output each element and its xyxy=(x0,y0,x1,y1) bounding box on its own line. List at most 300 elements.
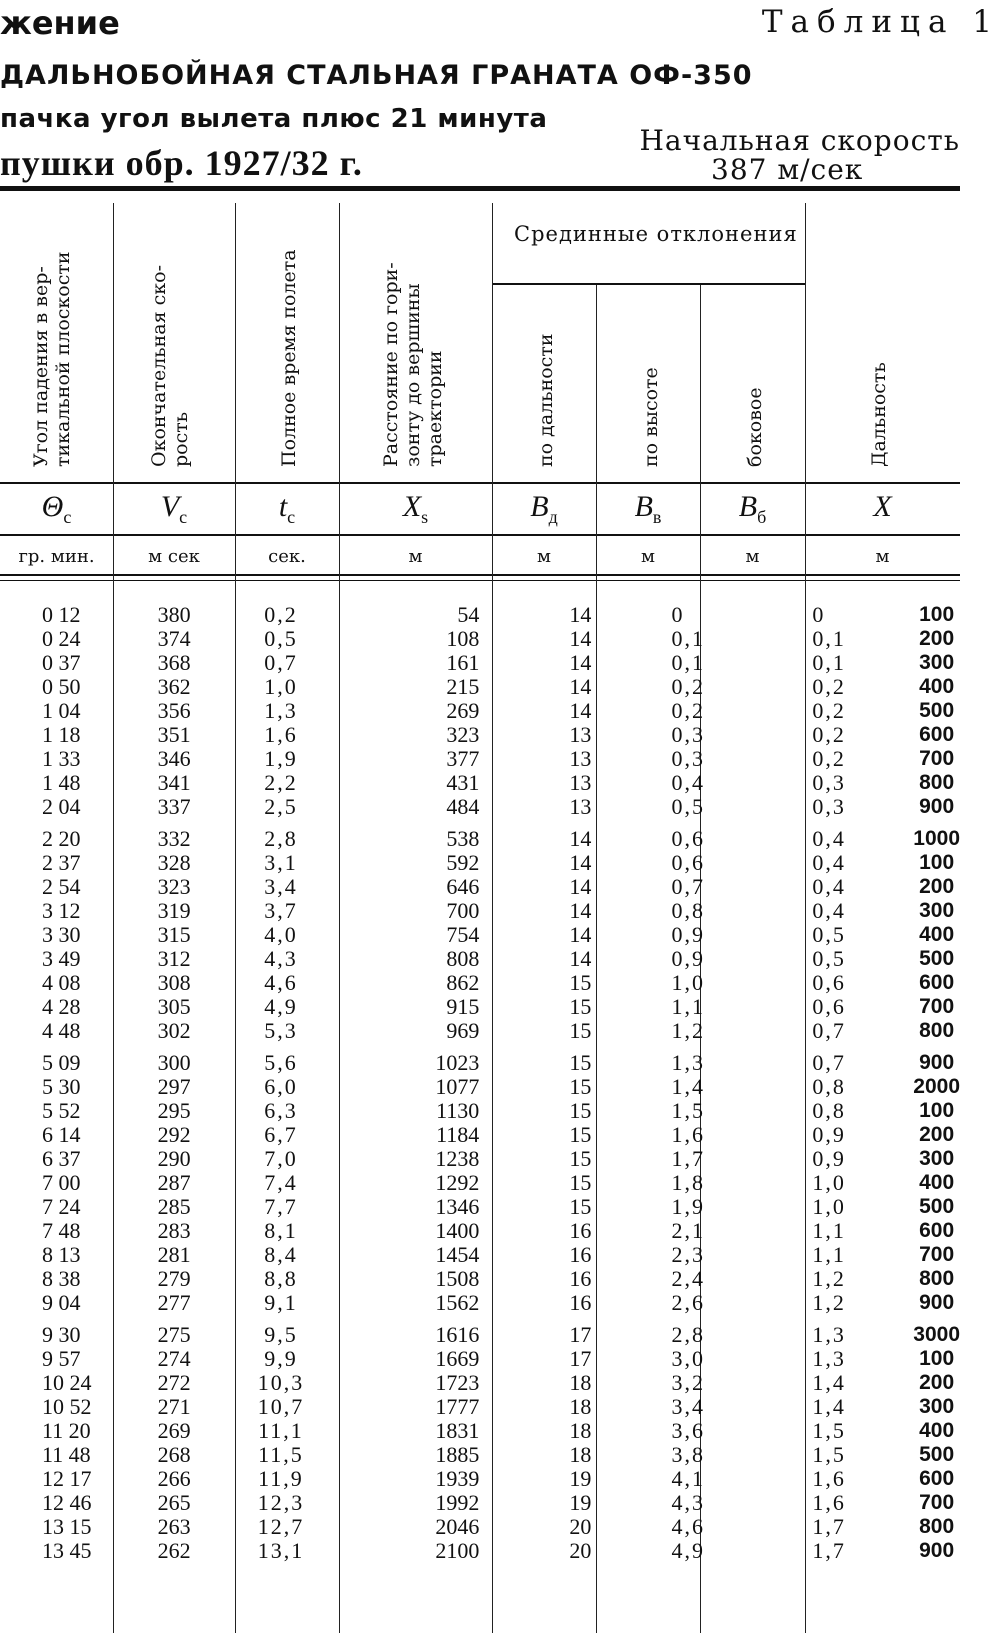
cell-flight-time: 4,9 xyxy=(264,994,298,1019)
table-row xyxy=(0,1291,960,1315)
cell-dev-range: 17 xyxy=(569,1322,592,1347)
cell-flight-time: 5,3 xyxy=(264,1018,298,1043)
cell-apex-distance: 646 xyxy=(446,874,480,899)
cell-apex-distance: 323 xyxy=(446,722,480,747)
cell-fall-angle: 0 12 xyxy=(42,602,81,627)
cell-range: 800 xyxy=(919,1515,955,1538)
cell-dev-height: 0,3 xyxy=(671,722,706,747)
cell-range: 900 xyxy=(919,1291,955,1314)
cell-apex-distance: 1669 xyxy=(435,1346,480,1371)
cell-fall-angle: 4 28 xyxy=(42,994,81,1019)
cell-apex-distance: 215 xyxy=(446,674,480,699)
header-range: Дальность xyxy=(868,362,890,467)
cell-final-velocity: 308 xyxy=(157,970,191,995)
cell-flight-time: 6,0 xyxy=(264,1074,298,1099)
cell-fall-angle: 5 30 xyxy=(42,1074,81,1099)
table-row xyxy=(0,603,960,627)
cell-flight-time: 9,9 xyxy=(264,1346,298,1371)
cell-dev-range: 14 xyxy=(569,698,592,723)
cell-flight-time: 2,5 xyxy=(264,794,298,819)
cell-flight-time: 4,6 xyxy=(264,970,298,995)
table-row xyxy=(0,1099,960,1123)
symbol-final-velocity: $V_c$ xyxy=(160,490,188,527)
cell-dev-lateral: 0,3 xyxy=(812,794,846,819)
unit-dev-height: м xyxy=(640,546,655,567)
cell-final-velocity: 356 xyxy=(157,698,191,723)
cell-fall-angle: 1 48 xyxy=(42,770,81,795)
cell-apex-distance: 1723 xyxy=(435,1370,480,1395)
cell-apex-distance: 1400 xyxy=(435,1218,480,1243)
cell-flight-time: 8,1 xyxy=(264,1218,298,1243)
cell-dev-range: 18 xyxy=(569,1394,592,1419)
cell-dev-lateral: 0,2 xyxy=(812,698,846,723)
cell-dev-lateral: 1,0 xyxy=(812,1170,846,1195)
cell-dev-range: 16 xyxy=(569,1242,592,1267)
cell-final-velocity: 332 xyxy=(157,826,191,851)
cell-dev-lateral: 1,6 xyxy=(812,1490,846,1515)
cell-dev-lateral: 1,3 xyxy=(812,1322,846,1347)
cell-range: 500 xyxy=(919,947,955,970)
cell-final-velocity: 281 xyxy=(157,1242,191,1267)
cell-dev-range: 16 xyxy=(569,1266,592,1291)
cell-dev-lateral: 0,8 xyxy=(812,1074,846,1099)
cell-range: 100 xyxy=(919,851,955,874)
cell-dev-lateral: 0,8 xyxy=(812,1098,846,1123)
cell-dev-height: 1,7 xyxy=(671,1146,706,1171)
cell-dev-lateral: 0,6 xyxy=(812,970,846,995)
cell-dev-range: 15 xyxy=(569,1018,592,1043)
cell-final-velocity: 266 xyxy=(157,1466,191,1491)
velocity-label: Начальная скорость xyxy=(639,124,960,157)
cell-dev-range: 13 xyxy=(569,794,592,819)
cell-range: 400 xyxy=(919,1171,955,1194)
cell-dev-range: 16 xyxy=(569,1218,592,1243)
cell-final-velocity: 292 xyxy=(157,1122,191,1147)
cell-apex-distance: 1992 xyxy=(435,1490,480,1515)
cell-final-velocity: 287 xyxy=(157,1170,191,1195)
cell-flight-time: 3,4 xyxy=(264,874,298,899)
cell-apex-distance: 1346 xyxy=(435,1194,480,1219)
cell-dev-range: 13 xyxy=(569,746,592,771)
header-final-velocity: Окончательная ско- рость xyxy=(148,264,192,467)
cell-fall-angle: 9 04 xyxy=(42,1290,81,1315)
cell-apex-distance: 538 xyxy=(446,826,480,851)
table-row xyxy=(0,1467,960,1491)
cell-apex-distance: 1939 xyxy=(435,1466,480,1491)
cell-dev-lateral: 0,4 xyxy=(812,874,846,899)
cell-final-velocity: 351 xyxy=(157,722,191,747)
cell-dev-lateral: 0,7 xyxy=(812,1050,846,1075)
cell-dev-lateral: 0,2 xyxy=(812,746,846,771)
cell-apex-distance: 969 xyxy=(446,1018,480,1043)
cell-range: 3000 xyxy=(913,1323,960,1346)
cell-fall-angle: 3 12 xyxy=(42,898,81,923)
table-row xyxy=(0,947,960,971)
cell-dev-lateral: 1,5 xyxy=(812,1442,846,1467)
cell-dev-range: 14 xyxy=(569,674,592,699)
top-rule xyxy=(0,186,960,191)
cell-apex-distance: 484 xyxy=(446,794,480,819)
cell-flight-time: 1,6 xyxy=(264,722,298,747)
cell-flight-time: 2,8 xyxy=(264,826,298,851)
cell-range: 2000 xyxy=(913,1075,960,1098)
table-row xyxy=(0,675,960,699)
cell-fall-angle: 4 48 xyxy=(42,1018,81,1043)
cell-range: 700 xyxy=(919,995,955,1018)
cell-range: 500 xyxy=(919,1443,955,1466)
cell-apex-distance: 1508 xyxy=(435,1266,480,1291)
cell-dev-height: 3,8 xyxy=(671,1442,706,1467)
cell-dev-range: 18 xyxy=(569,1418,592,1443)
unit-rule-lower xyxy=(0,580,960,581)
cell-apex-distance: 1292 xyxy=(435,1170,480,1195)
table-row xyxy=(0,795,960,819)
cell-range: 400 xyxy=(919,675,955,698)
cell-flight-time: 11,5 xyxy=(258,1442,304,1467)
cell-dev-range: 15 xyxy=(569,1050,592,1075)
cell-range: 900 xyxy=(919,1539,955,1562)
header-dev-height: по высоте xyxy=(640,367,662,467)
table-row xyxy=(0,1147,960,1171)
cell-dev-range: 14 xyxy=(569,922,592,947)
cell-dev-range: 15 xyxy=(569,1170,592,1195)
cell-dev-height: 3,2 xyxy=(671,1370,706,1395)
cell-apex-distance: 1023 xyxy=(435,1050,480,1075)
cell-dev-lateral: 0,1 xyxy=(812,626,846,651)
cell-fall-angle: 7 00 xyxy=(42,1170,81,1195)
cell-dev-height: 0,5 xyxy=(671,794,706,819)
cell-dev-lateral: 1,3 xyxy=(812,1346,846,1371)
cell-dev-lateral: 1,7 xyxy=(812,1538,846,1563)
cell-flight-time: 10,3 xyxy=(257,1370,305,1395)
cell-dev-height: 4,1 xyxy=(671,1466,706,1491)
cell-final-velocity: 374 xyxy=(157,626,191,651)
cell-apex-distance: 269 xyxy=(446,698,480,723)
cell-dev-height: 4,6 xyxy=(671,1514,706,1539)
cell-fall-angle: 13 15 xyxy=(42,1514,92,1539)
cell-apex-distance: 377 xyxy=(446,746,480,771)
cell-dev-lateral: 0,3 xyxy=(812,770,846,795)
symbol-range: X xyxy=(873,490,892,523)
cell-final-velocity: 337 xyxy=(157,794,191,819)
cell-fall-angle: 12 46 xyxy=(42,1490,92,1515)
header-dev-lateral: боковое xyxy=(744,387,766,467)
cell-final-velocity: 368 xyxy=(157,650,191,675)
cell-final-velocity: 274 xyxy=(157,1346,191,1371)
cell-flight-time: 11,1 xyxy=(258,1418,304,1443)
cell-dev-height: 4,3 xyxy=(671,1490,706,1515)
cell-range: 200 xyxy=(919,875,955,898)
cell-final-velocity: 268 xyxy=(157,1442,191,1467)
cell-apex-distance: 1831 xyxy=(435,1418,480,1443)
cell-final-velocity: 263 xyxy=(157,1514,191,1539)
unit-fall-angle: гр. мин. xyxy=(18,546,95,567)
cell-fall-angle: 2 04 xyxy=(42,794,81,819)
table-row xyxy=(0,1123,960,1147)
cell-flight-time: 8,8 xyxy=(264,1266,298,1291)
cell-flight-time: 3,1 xyxy=(264,850,298,875)
table-row xyxy=(0,1443,960,1467)
cell-final-velocity: 265 xyxy=(157,1490,191,1515)
header-dev-range: по дальности xyxy=(535,333,557,467)
table-row xyxy=(0,1243,960,1267)
cell-dev-height: 0,2 xyxy=(671,674,706,699)
cell-dev-range: 14 xyxy=(569,898,592,923)
cell-flight-time: 10,7 xyxy=(257,1394,305,1419)
cell-range: 200 xyxy=(919,1123,955,1146)
cell-dev-lateral: 1,1 xyxy=(812,1242,846,1267)
table-row xyxy=(0,1075,960,1099)
cell-final-velocity: 341 xyxy=(157,770,191,795)
cell-flight-time: 1,9 xyxy=(264,746,298,771)
cell-dev-height: 0,7 xyxy=(671,874,706,899)
cell-range: 700 xyxy=(919,747,955,770)
cell-flight-time: 1,3 xyxy=(264,698,298,723)
cell-dev-range: 15 xyxy=(569,1146,592,1171)
cell-dev-range: 14 xyxy=(569,826,592,851)
cell-final-velocity: 315 xyxy=(157,922,191,947)
cell-range: 900 xyxy=(919,795,955,818)
symbol-flight-time: $t_c$ xyxy=(278,490,296,527)
cell-range: 600 xyxy=(919,1467,955,1490)
cell-flight-time: 7,4 xyxy=(264,1170,298,1195)
cell-range: 300 xyxy=(919,651,955,674)
cell-range: 200 xyxy=(919,1371,955,1394)
cell-final-velocity: 279 xyxy=(157,1266,191,1291)
cell-dev-range: 13 xyxy=(569,770,592,795)
cell-flight-time: 7,0 xyxy=(264,1146,298,1171)
cell-dev-range: 14 xyxy=(569,850,592,875)
cell-flight-time: 2,2 xyxy=(264,770,298,795)
cell-final-velocity: 271 xyxy=(157,1394,191,1419)
cell-dev-lateral: 1,7 xyxy=(812,1514,846,1539)
table-row xyxy=(0,1515,960,1539)
cell-dev-lateral: 1,6 xyxy=(812,1466,846,1491)
subtitle-elevation: пачка угол вылета плюс 21 минута xyxy=(0,104,548,134)
cell-dev-height: 1,0 xyxy=(671,970,706,995)
cell-apex-distance: 1130 xyxy=(436,1098,480,1123)
cell-final-velocity: 362 xyxy=(157,674,191,699)
cell-apex-distance: 2100 xyxy=(435,1538,480,1563)
cell-dev-height: 0,2 xyxy=(671,698,706,723)
cell-final-velocity: 275 xyxy=(157,1322,191,1347)
cell-fall-angle: 8 13 xyxy=(42,1242,81,1267)
unit-dev-range: м xyxy=(536,546,551,567)
table-row xyxy=(0,1043,960,1075)
table-row xyxy=(0,819,960,851)
table-row xyxy=(0,923,960,947)
cell-fall-angle: 4 08 xyxy=(42,970,81,995)
header-fall-angle: Угол падения в вер- тикальной плоскости xyxy=(30,251,74,467)
cell-dev-lateral: 1,5 xyxy=(812,1418,846,1443)
cell-range: 300 xyxy=(919,1147,955,1170)
cell-flight-time: 1,0 xyxy=(264,674,298,699)
cell-dev-lateral: 0,5 xyxy=(812,946,846,971)
unit-rule xyxy=(0,574,960,576)
firing-table xyxy=(0,603,960,1563)
cell-range: 300 xyxy=(919,1395,955,1418)
cell-dev-lateral: 1,0 xyxy=(812,1194,846,1219)
cell-dev-height: 2,4 xyxy=(671,1266,706,1291)
cell-dev-height: 3,6 xyxy=(671,1418,706,1443)
header-probable-deviations: Срединные отклонения xyxy=(514,222,798,246)
cell-fall-angle: 5 09 xyxy=(42,1050,81,1075)
cell-dev-lateral: 1,2 xyxy=(812,1266,846,1291)
cell-dev-height: 0,6 xyxy=(671,826,706,851)
cell-dev-lateral: 0,2 xyxy=(812,722,846,747)
cell-final-velocity: 297 xyxy=(157,1074,191,1099)
cell-fall-angle: 11 20 xyxy=(42,1418,91,1443)
cell-flight-time: 0,7 xyxy=(264,650,298,675)
unit-flight-time: сек. xyxy=(268,546,306,567)
header-flight-time: Полное время полета xyxy=(278,249,300,467)
table-row xyxy=(0,771,960,795)
cell-final-velocity: 300 xyxy=(157,1050,191,1075)
cell-apex-distance: 1184 xyxy=(436,1122,480,1147)
cell-dev-height: 1,9 xyxy=(671,1194,706,1219)
cell-dev-range: 13 xyxy=(569,722,592,747)
cell-range: 700 xyxy=(919,1243,955,1266)
symbol-rule-lower xyxy=(0,534,960,536)
cell-dev-height: 1,6 xyxy=(671,1122,706,1147)
table-row xyxy=(0,1315,960,1347)
cell-fall-angle: 3 49 xyxy=(42,946,81,971)
cell-apex-distance: 915 xyxy=(446,994,480,1019)
cell-final-velocity: 272 xyxy=(157,1370,191,1395)
cell-flight-time: 6,3 xyxy=(264,1098,298,1123)
cell-fall-angle: 10 24 xyxy=(42,1370,92,1395)
cell-fall-angle: 6 14 xyxy=(42,1122,81,1147)
cell-apex-distance: 1777 xyxy=(435,1394,480,1419)
cell-final-velocity: 380 xyxy=(157,602,191,627)
cell-range: 700 xyxy=(919,1491,955,1514)
cell-dev-lateral: 0,9 xyxy=(812,1146,846,1171)
cell-dev-range: 15 xyxy=(569,1122,592,1147)
table-row xyxy=(0,627,960,651)
cell-dev-height: 0,6 xyxy=(671,850,706,875)
cell-fall-angle: 0 37 xyxy=(42,650,81,675)
cell-dev-range: 14 xyxy=(569,602,592,627)
table-row xyxy=(0,899,960,923)
cell-dev-range: 15 xyxy=(569,970,592,995)
table-row xyxy=(0,651,960,675)
cell-dev-range: 15 xyxy=(569,1098,592,1123)
cell-dev-range: 20 xyxy=(569,1514,592,1539)
cell-range: 200 xyxy=(919,627,955,650)
velocity-value: 387 м/сек xyxy=(711,153,864,186)
cell-flight-time: 3,7 xyxy=(264,898,298,923)
cell-final-velocity: 328 xyxy=(157,850,191,875)
cell-fall-angle: 1 33 xyxy=(42,746,81,771)
cell-dev-height: 1,2 xyxy=(671,1018,706,1043)
cell-fall-angle: 5 52 xyxy=(42,1098,81,1123)
cell-range: 800 xyxy=(919,771,955,794)
cell-range: 800 xyxy=(919,1019,955,1042)
cell-apex-distance: 1238 xyxy=(435,1146,480,1171)
cell-dev-range: 14 xyxy=(569,626,592,651)
cell-dev-lateral: 0,7 xyxy=(812,1018,846,1043)
cell-dev-range: 17 xyxy=(569,1346,592,1371)
cell-dev-lateral: 1,1 xyxy=(812,1218,846,1243)
cell-apex-distance: 862 xyxy=(446,970,480,995)
table-row xyxy=(0,971,960,995)
cell-dev-height: 3,0 xyxy=(671,1346,706,1371)
cell-range: 1000 xyxy=(913,827,960,850)
table-row xyxy=(0,1491,960,1515)
unit-dev-lateral: м xyxy=(745,546,760,567)
cell-fall-angle: 12 17 xyxy=(42,1466,92,1491)
cell-final-velocity: 305 xyxy=(157,994,191,1019)
cell-range: 400 xyxy=(919,1419,955,1442)
cell-range: 600 xyxy=(919,723,955,746)
table-row xyxy=(0,1195,960,1219)
symbol-dev-range: $B_д$ xyxy=(530,490,558,527)
cell-dev-range: 18 xyxy=(569,1370,592,1395)
cell-flight-time: 7,7 xyxy=(264,1194,298,1219)
cell-final-velocity: 262 xyxy=(157,1538,191,1563)
cell-dev-height: 2,1 xyxy=(671,1218,706,1243)
cell-range: 500 xyxy=(919,699,955,722)
cell-range: 100 xyxy=(919,1099,955,1122)
cell-dev-range: 18 xyxy=(569,1442,592,1467)
cell-fall-angle: 2 54 xyxy=(42,874,81,899)
cell-range: 400 xyxy=(919,923,955,946)
subtitle-gun: пушки обр. 1927/32 г. xyxy=(0,143,363,183)
cell-dev-height: 1,1 xyxy=(671,994,706,1019)
symbol-dev-height: $B_в$ xyxy=(634,490,662,527)
cell-dev-height: 0,1 xyxy=(671,650,706,675)
cell-dev-range: 16 xyxy=(569,1290,592,1315)
cell-flight-time: 8,4 xyxy=(264,1242,298,1267)
table-row xyxy=(0,851,960,875)
cell-range: 300 xyxy=(919,899,955,922)
cell-dev-lateral: 0,9 xyxy=(812,1122,846,1147)
unit-final-velocity: м сек xyxy=(148,546,200,567)
cell-fall-angle: 0 50 xyxy=(42,674,81,699)
cell-flight-time: 4,3 xyxy=(264,946,298,971)
cell-dev-height: 0,8 xyxy=(671,898,706,923)
cell-dev-height: 2,6 xyxy=(671,1290,706,1315)
cell-flight-time: 5,6 xyxy=(264,1050,298,1075)
cell-dev-lateral: 0,6 xyxy=(812,994,846,1019)
unit-apex-distance: м xyxy=(408,546,423,567)
section-heading: жение xyxy=(0,4,120,42)
cell-fall-angle: 0 24 xyxy=(42,626,81,651)
table-row xyxy=(0,1371,960,1395)
cell-dev-height: 0,3 xyxy=(671,746,706,771)
cell-fall-angle: 10 52 xyxy=(42,1394,92,1419)
cell-final-velocity: 269 xyxy=(157,1418,191,1443)
unit-range: м xyxy=(875,546,890,567)
cell-dev-lateral: 0,4 xyxy=(812,826,846,851)
cell-dev-height: 2,3 xyxy=(671,1242,706,1267)
cell-dev-lateral: 0,2 xyxy=(812,674,846,699)
table-row xyxy=(0,1539,960,1563)
cell-dev-range: 15 xyxy=(569,994,592,1019)
cell-dev-range: 14 xyxy=(569,650,592,675)
cell-fall-angle: 3 30 xyxy=(42,922,81,947)
cell-range: 500 xyxy=(919,1195,955,1218)
cell-dev-lateral: 0,1 xyxy=(812,650,846,675)
cell-apex-distance: 808 xyxy=(446,946,480,971)
table-row xyxy=(0,995,960,1019)
symbol-rule xyxy=(0,482,960,484)
cell-fall-angle: 1 04 xyxy=(42,698,81,723)
cell-dev-lateral: 1,4 xyxy=(812,1394,846,1419)
cell-flight-time: 13,1 xyxy=(257,1538,305,1563)
cell-dev-range: 15 xyxy=(569,1074,592,1099)
cell-apex-distance: 700 xyxy=(446,898,480,923)
